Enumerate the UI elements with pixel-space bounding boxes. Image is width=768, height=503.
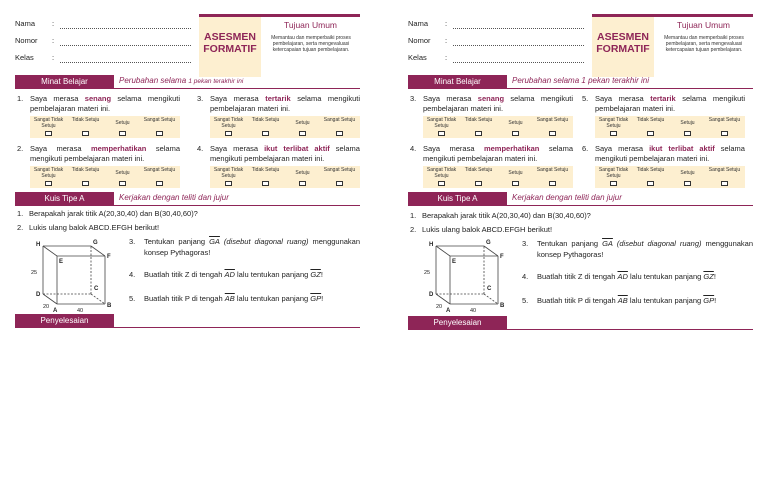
- penyelesaian-section: [408, 316, 753, 330]
- kuis-question-5: 5. Buatlah titik P di tengah $\overline{AB}$ lalu tentukan panjang $\overline{GP}$!: [522, 296, 717, 305]
- penyelesaian-section: [15, 314, 360, 328]
- likert-checkbox[interactable]: [475, 181, 482, 186]
- vertex-c-label: C: [487, 286, 492, 292]
- identity-block: Nama : Nomor : Kelas :: [15, 16, 195, 67]
- kuis-question-2: 2. Lukis ulang balok ABCD.EFGH berikut!: [17, 223, 160, 232]
- minat-belajar-note: Perubahan selama 1 pekan terakhir ini: [512, 76, 649, 85]
- identity-block: Nama : Nomor : Kelas :: [408, 16, 588, 67]
- tujuan-umum-title: Tujuan Umum: [283, 20, 338, 30]
- kuis-note: Kerjakan dengan teliti dan jujur: [119, 193, 229, 202]
- likert-checkbox[interactable]: [299, 131, 306, 136]
- header-box: [199, 14, 360, 77]
- survey-item-5: 5. Saya merasa tertarik selama mengikuti pembelajaran materi ini.: [582, 94, 746, 113]
- kuis-question-5: 5. Buatlah titik P di tengah $\overline{AB}$ lalu tentukan panjang $\overline{GP}$!: [129, 294, 324, 303]
- likert-checkbox[interactable]: [156, 131, 163, 136]
- likert-checkbox[interactable]: [684, 181, 691, 186]
- kuis-question-3: 3. Tentukan panjang $\overline{GA}$ (disebut diagonal ruang) menggunakan konsep Pythagoras!: [522, 239, 754, 259]
- kuis-note: Kerjakan dengan teliti dan jujur: [512, 193, 622, 202]
- nomor-label: Nomor: [408, 36, 431, 45]
- cuboid-figure: [21, 236, 129, 316]
- penyelesaian-tag: Penyelesaian: [15, 314, 114, 327]
- dimension-width-label: 20: [43, 304, 50, 310]
- tujuan-umum-text: Memantau dan memperbaiki proses pembelajaran, serta mengevaluasi ketercapaian tujuan pembelajaran.: [664, 35, 744, 53]
- likert-checkbox[interactable]: [156, 181, 163, 186]
- vertex-e-label: E: [452, 259, 457, 265]
- likert-scale: Sangat Tidak Setuju Tidak Setuju Setuju Sangat Setuju: [210, 166, 360, 188]
- likert-scale: Sangat Tidak Setuju Tidak Setuju Setuju Sangat Setuju: [595, 166, 745, 188]
- kuis-question-2: 2. Lukis ulang balok ABCD.EFGH berikut!: [410, 225, 553, 234]
- kuis-section: [15, 192, 360, 206]
- minat-belajar-section: [408, 75, 753, 89]
- minat-belajar-tag: Minat Belajar: [15, 75, 114, 88]
- likert-checkbox[interactable]: [225, 131, 232, 136]
- nama-label: Nama: [15, 19, 36, 28]
- nama-label: Nama: [408, 19, 429, 28]
- likert-checkbox[interactable]: [475, 131, 482, 136]
- kuis-tag: Kuis Tipe A: [408, 192, 507, 205]
- likert-checkbox[interactable]: [262, 181, 269, 186]
- minat-belajar-section: [15, 75, 360, 89]
- kuis-section: [408, 192, 753, 206]
- vertex-h-label: H: [36, 242, 41, 248]
- likert-checkbox[interactable]: [647, 181, 654, 186]
- likert-checkbox[interactable]: [225, 181, 232, 186]
- likert-checkbox[interactable]: [299, 181, 306, 186]
- vertex-d-label: D: [429, 292, 434, 298]
- likert-scale: Sangat Tidak Setuju Tidak Setuju Setuju Sangat Setuju: [595, 116, 745, 138]
- likert-checkbox[interactable]: [82, 131, 89, 136]
- likert-checkbox[interactable]: [119, 131, 126, 136]
- kelas-label: Kelas: [408, 53, 427, 62]
- likert-checkbox[interactable]: [721, 131, 728, 136]
- likert-scale: Sangat Tidak Setuju Tidak Setuju Setuju Sangat Setuju: [30, 166, 180, 188]
- likert-scale: Sangat Tidak Setuju Tidak Setuju Setuju Sangat Setuju: [423, 116, 573, 138]
- minat-belajar-note: Perubahan selama 1 pekan terakhir ini: [119, 76, 244, 85]
- vertex-b-label: B: [107, 303, 112, 309]
- kuis-question-4: 4. Buatlah titik Z di tengah $\overline{AD}$ lalu tentukan panjang $\overline{GZ}$!: [522, 272, 716, 281]
- header-box: [592, 14, 753, 77]
- likert-checkbox[interactable]: [336, 131, 343, 136]
- survey-item-3: 3. Saya merasa senang selama mengikuti pembelajaran materi ini.: [410, 94, 573, 113]
- kuis-question-3: 3. Tentukan panjang $\overline{GA}$ (disebut diagonal ruang) menggunakan konsep Pythagoras!: [129, 237, 361, 257]
- kuis-question-4: 4. Buatlah titik Z di tengah $\overline{AD}$ lalu tentukan panjang $\overline{GZ}$!: [129, 270, 323, 279]
- likert-checkbox[interactable]: [721, 181, 728, 186]
- likert-checkbox[interactable]: [610, 181, 617, 186]
- nomor-field[interactable]: [60, 45, 191, 46]
- kelas-label: Kelas: [15, 53, 34, 62]
- survey-item-4: 4. Saya merasa ikut terlibat aktif selama mengikuti pembelajaran materi ini.: [197, 144, 360, 163]
- likert-scale: Sangat Tidak Setuju Tidak Setuju Setuju Sangat Setuju: [210, 116, 360, 138]
- tujuan-umum-title: Tujuan Umum: [676, 20, 731, 30]
- vertex-g-label: G: [486, 240, 491, 246]
- minat-belajar-tag: Minat Belajar: [408, 75, 507, 88]
- dimension-height-label: 25: [31, 270, 38, 276]
- likert-checkbox[interactable]: [45, 181, 52, 186]
- vertex-f-label: F: [107, 254, 111, 260]
- asesmen-formatif-title: ASESMEN FORMATIF: [199, 17, 261, 77]
- kuis-question-1: 1. Berapakah jarak titik A(20,30,40) dan B(30,40,60)?: [410, 211, 591, 220]
- likert-checkbox[interactable]: [45, 131, 52, 136]
- likert-checkbox[interactable]: [549, 181, 556, 186]
- nomor-label: Nomor: [15, 36, 38, 45]
- likert-checkbox[interactable]: [684, 131, 691, 136]
- dimension-length-label: 40: [77, 308, 84, 314]
- likert-checkbox[interactable]: [610, 131, 617, 136]
- vertex-b-label: B: [500, 303, 505, 309]
- vertex-e-label: E: [59, 259, 64, 265]
- likert-checkbox[interactable]: [119, 181, 126, 186]
- likert-checkbox[interactable]: [262, 131, 269, 136]
- worksheet-right: [408, 10, 753, 330]
- nama-field[interactable]: [453, 28, 584, 29]
- dimension-height-label: 25: [424, 270, 431, 276]
- vertex-a-label: A: [446, 308, 451, 314]
- likert-checkbox[interactable]: [549, 131, 556, 136]
- likert-checkbox[interactable]: [82, 181, 89, 186]
- vertex-h-label: H: [429, 242, 434, 248]
- kuis-tag: Kuis Tipe A: [15, 192, 114, 205]
- vertex-a-label: A: [53, 308, 58, 314]
- survey-item-3: 3. Saya merasa tertarik selama mengikuti pembelajaran materi ini.: [197, 94, 361, 113]
- asesmen-formatif-title: ASESMEN FORMATIF: [592, 17, 654, 77]
- likert-scale: Sangat Tidak Setuju Tidak Setuju Setuju Sangat Setuju: [30, 116, 180, 138]
- likert-checkbox[interactable]: [438, 131, 445, 136]
- vertex-f-label: F: [500, 254, 504, 260]
- survey-item-1: 1. Saya merasa senang selama mengikuti pembelajaran materi ini.: [17, 94, 180, 113]
- worksheet-left: [15, 10, 360, 330]
- kelas-field[interactable]: [60, 62, 191, 63]
- dimension-length-label: 40: [470, 308, 477, 314]
- vertex-d-label: D: [36, 292, 41, 298]
- kelas-field[interactable]: [453, 62, 584, 63]
- likert-checkbox[interactable]: [647, 131, 654, 136]
- penyelesaian-tag: Penyelesaian: [408, 316, 507, 329]
- likert-checkbox[interactable]: [336, 181, 343, 186]
- vertex-c-label: C: [94, 286, 99, 292]
- nama-field[interactable]: [60, 28, 191, 29]
- likert-checkbox[interactable]: [512, 131, 519, 136]
- likert-checkbox[interactable]: [512, 181, 519, 186]
- dimension-width-label: 20: [436, 304, 443, 310]
- likert-checkbox[interactable]: [438, 181, 445, 186]
- nomor-field[interactable]: [453, 45, 584, 46]
- survey-item-2: 2. Saya merasa memperhatikan selama mengikuti pembelajaran materi ini.: [17, 144, 180, 163]
- survey-item-4: 4. Saya merasa memperhatikan selama mengikuti pembelajaran materi ini.: [410, 144, 573, 163]
- tujuan-umum-text: Memantau dan memperbaiki proses pembelajaran, serta mengevaluasi ketercapaian tujuan pembelajaran.: [271, 35, 351, 53]
- kuis-question-1: 1. Berapakah jarak titik A(20,30,40) dan B(30,40,60)?: [17, 209, 198, 218]
- likert-scale: Sangat Tidak Setuju Tidak Setuju Setuju Sangat Setuju: [423, 166, 573, 188]
- survey-item-6: 6. Saya merasa ikut terlibat aktif selama mengikuti pembelajaran materi ini.: [582, 144, 745, 163]
- cuboid-figure: [414, 236, 522, 316]
- vertex-g-label: G: [93, 240, 98, 246]
